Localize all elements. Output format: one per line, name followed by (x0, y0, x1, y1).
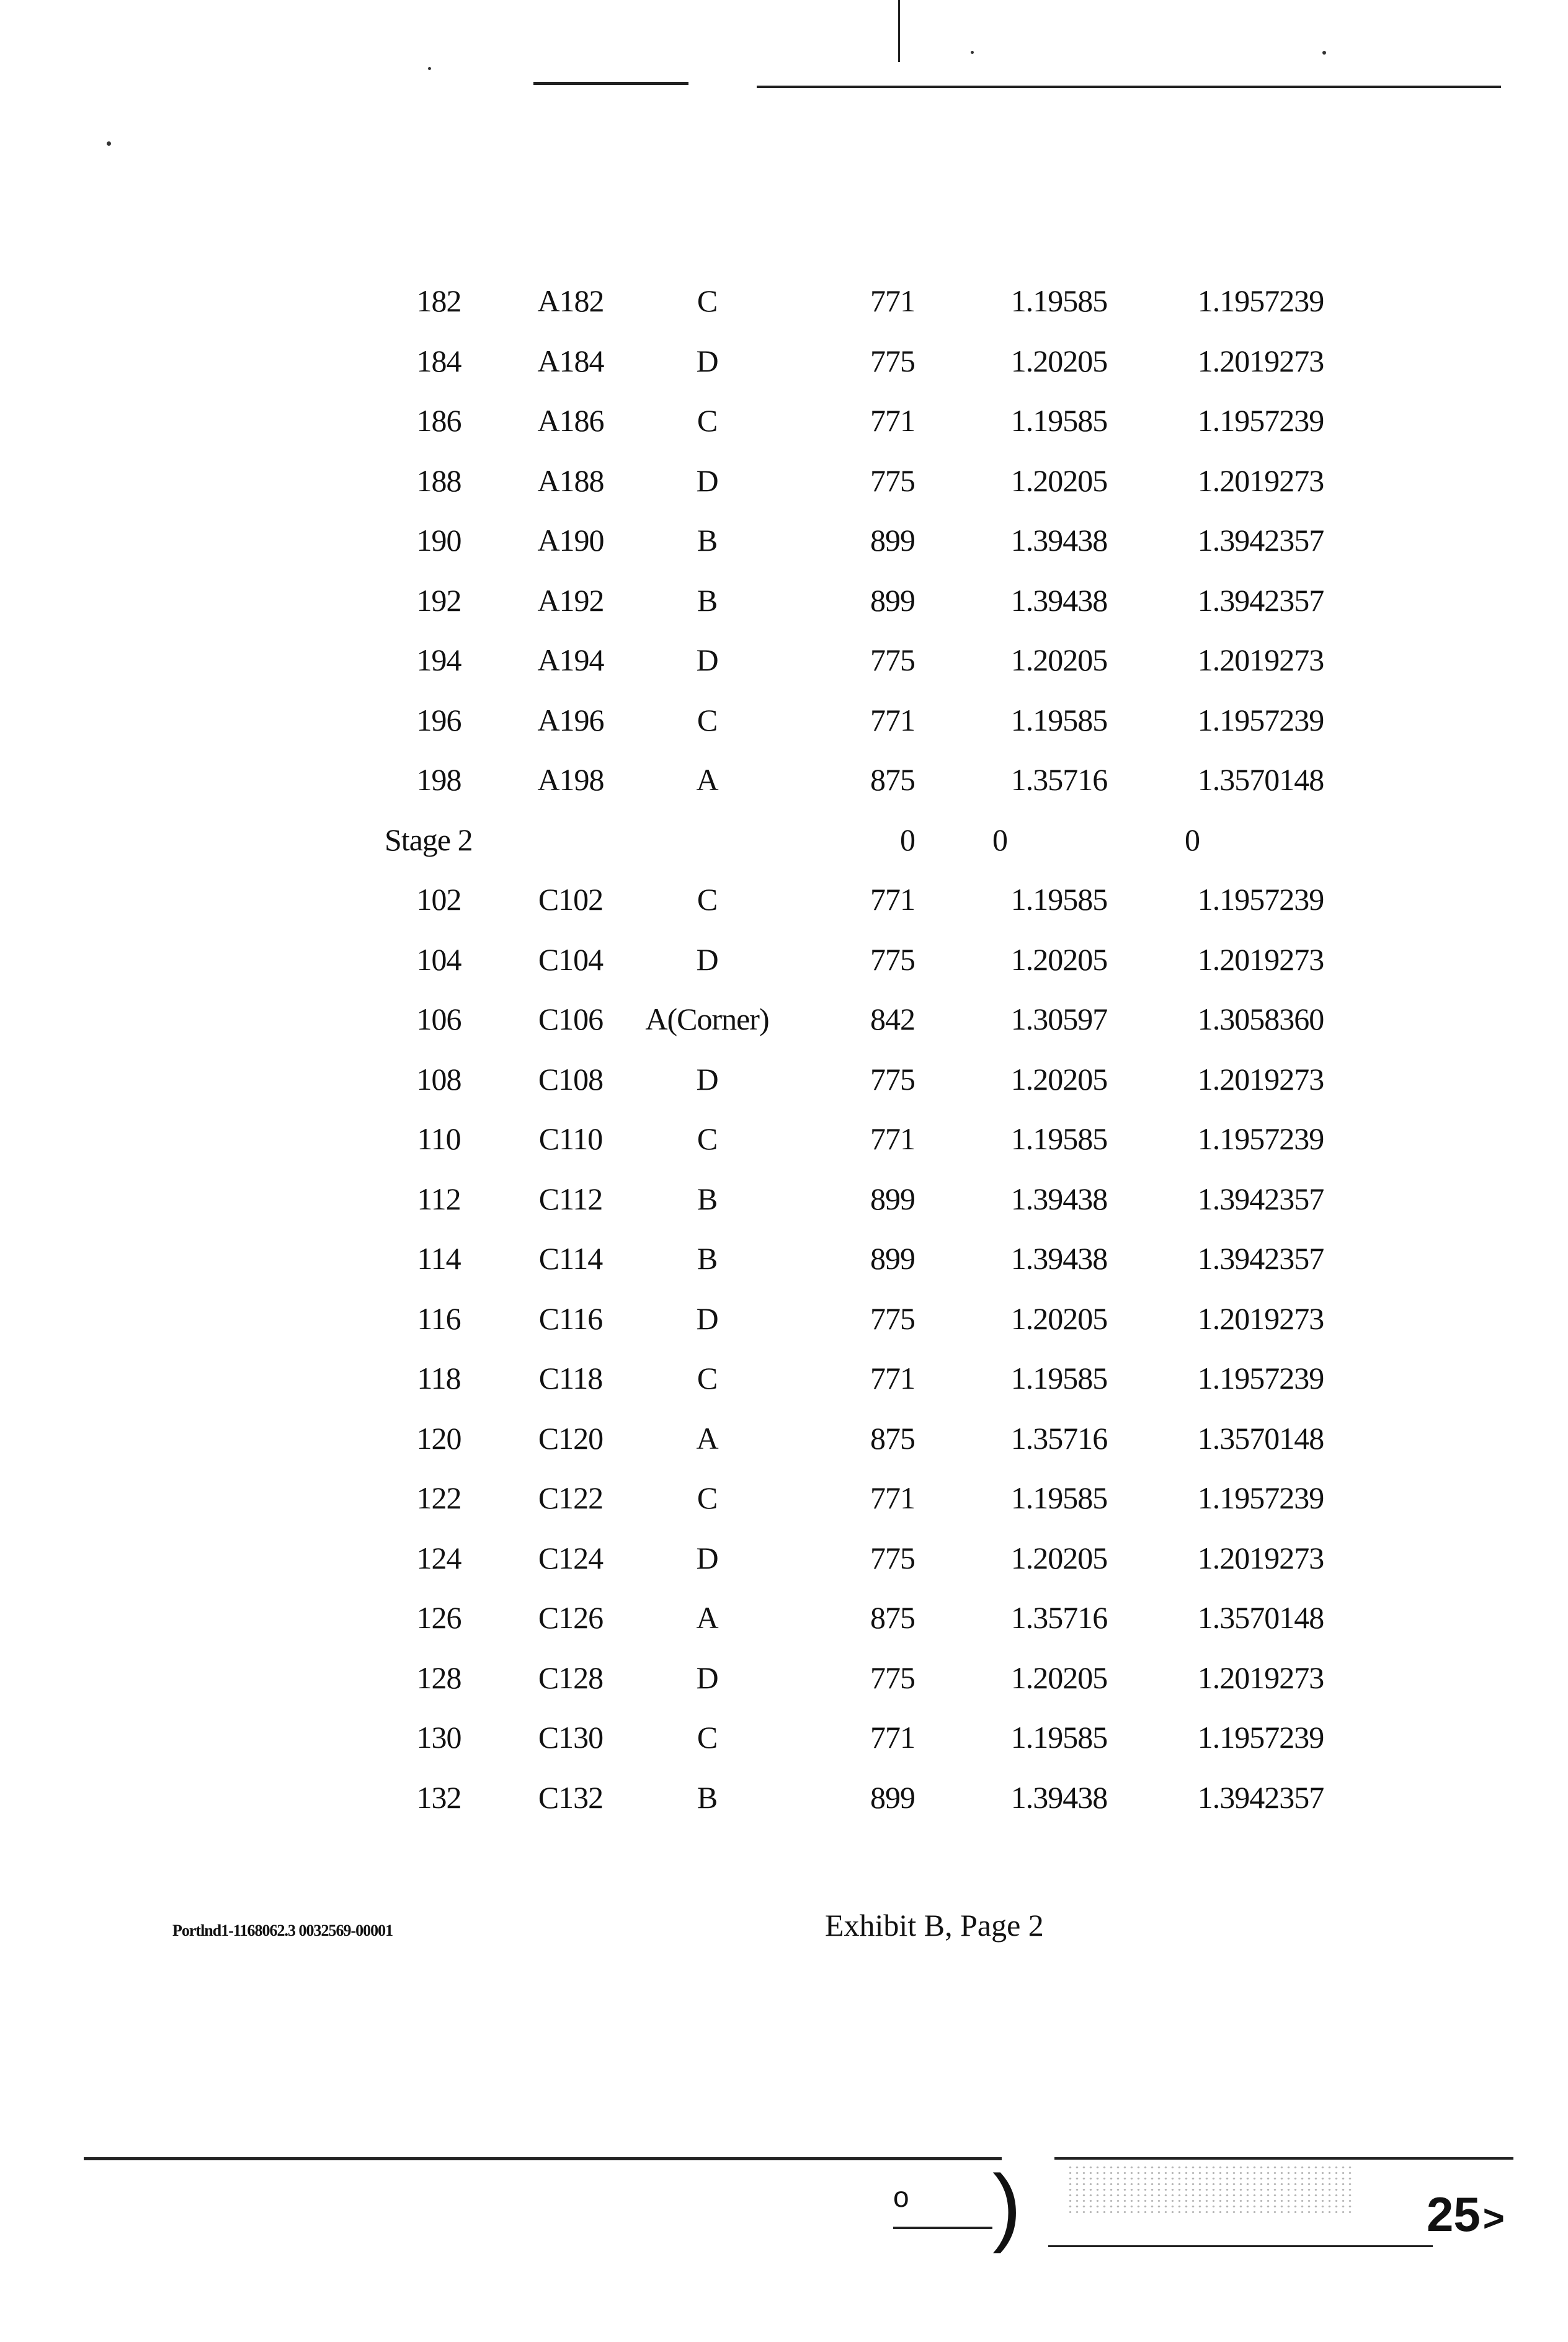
table-cell: 1.2019273 (1197, 343, 1324, 378)
table-cell: 0 (900, 822, 915, 857)
table-cell: C (697, 702, 718, 737)
top-scan-line (533, 82, 688, 85)
table-cell: 118 (417, 1361, 461, 1396)
table-cell: D (696, 1660, 718, 1695)
table-row (366, 1409, 1361, 1469)
table-cell: D (696, 942, 718, 977)
table-cell: 182 (416, 283, 461, 319)
table-cell: D (696, 343, 718, 378)
table-cell: 899 (870, 1181, 915, 1216)
table-row (366, 930, 1361, 990)
table-cell: 120 (416, 1420, 461, 1456)
bottom-scan-line-2 (1054, 2157, 1513, 2160)
table-cell: 1.30597 (1010, 1002, 1108, 1037)
table-cell: A190 (537, 523, 604, 558)
table-cell: 1.1957239 (1197, 403, 1324, 439)
table-cell: 775 (870, 643, 915, 678)
top-scan-line-2 (757, 86, 1501, 88)
table-cell: A(Corner) (645, 1002, 769, 1037)
table-cell: 842 (870, 1002, 915, 1037)
table-row (366, 1109, 1361, 1169)
table-cell: 104 (416, 942, 461, 977)
table-cell: 0 (1185, 822, 1200, 857)
table-cell: B (697, 523, 718, 558)
table-cell: 188 (416, 463, 461, 498)
table-cell: C (697, 882, 718, 917)
table-cell: 1.1957239 (1197, 283, 1324, 319)
table-cell: A (696, 1420, 718, 1456)
table-cell: 1.1957239 (1197, 1480, 1324, 1516)
table-cell: A192 (537, 582, 604, 618)
table-cell: D (696, 643, 718, 678)
table-cell: C106 (538, 1002, 604, 1037)
table-cell: 132 (416, 1779, 461, 1815)
table-cell: 875 (870, 1420, 915, 1456)
table-cell: C (697, 283, 718, 319)
table-cell: B (697, 582, 718, 618)
table-cell: 110 (417, 1121, 461, 1157)
table-cell: 1.1957239 (1197, 702, 1324, 737)
table-cell: 124 (416, 1540, 461, 1575)
table-cell: 128 (416, 1660, 461, 1695)
table-cell: 875 (870, 762, 915, 798)
table-cell: 771 (870, 702, 915, 737)
table-cell: 1.39438 (1010, 523, 1108, 558)
table-row (366, 271, 1361, 331)
top-scan-tick (898, 0, 900, 62)
scan-speck (971, 51, 974, 54)
table-cell: 1.3570148 (1197, 1420, 1324, 1456)
table-cell: 775 (870, 1061, 915, 1097)
table-cell: 899 (870, 1241, 915, 1276)
table-cell: 0 (992, 822, 1007, 857)
table-cell: D (696, 1540, 718, 1575)
table-cell: 184 (416, 343, 461, 378)
table-row (366, 451, 1361, 511)
data-table (366, 271, 1361, 1827)
table-cell: 1.2019273 (1197, 942, 1324, 977)
table-row (366, 1648, 1361, 1708)
table-cell: C126 (538, 1600, 604, 1636)
table-cell: 1.3942357 (1197, 1181, 1324, 1216)
table-cell: 1.1957239 (1197, 1361, 1324, 1396)
table-cell: C (697, 403, 718, 439)
table-cell: 875 (870, 1600, 915, 1636)
table-cell: 1.20205 (1010, 463, 1108, 498)
table-cell: 108 (416, 1061, 461, 1097)
table-row (366, 690, 1361, 750)
table-cell: C108 (538, 1061, 604, 1097)
table-cell: D (696, 1301, 718, 1336)
table-row (366, 331, 1361, 391)
table-cell: 1.20205 (1010, 1540, 1108, 1575)
table-cell: 1.3570148 (1197, 1600, 1324, 1636)
table-cell: 1.35716 (1010, 762, 1108, 798)
table-cell: 771 (870, 1361, 915, 1396)
table-cell (630, 810, 785, 870)
bracket-mark: ) (992, 2157, 1022, 2254)
table-cell: 1.1957239 (1197, 1720, 1324, 1755)
table-cell: 1.3570148 (1197, 762, 1324, 798)
table-cell: C124 (538, 1540, 604, 1575)
table-cell: A194 (537, 643, 604, 678)
table-cell: 1.2019273 (1197, 1660, 1324, 1695)
table-cell: 1.19585 (1010, 1720, 1108, 1755)
table-cell: 771 (870, 1480, 915, 1516)
stage-heading-row (366, 810, 1361, 870)
table-cell: 771 (870, 1121, 915, 1157)
table-cell: C122 (538, 1480, 604, 1516)
table-cell: C112 (538, 1181, 603, 1216)
table-cell: 1.3942357 (1197, 582, 1324, 618)
table-cell: 1.39438 (1010, 1181, 1108, 1216)
table-cell: A198 (537, 762, 604, 798)
table-cell: C110 (538, 1121, 603, 1157)
table-cell: 899 (870, 582, 915, 618)
table-cell: 130 (416, 1720, 461, 1755)
table-cell: B (697, 1779, 718, 1815)
table-cell: A188 (537, 463, 604, 498)
table-cell: C (697, 1361, 718, 1396)
table-cell: 126 (416, 1600, 461, 1636)
table-cell: 1.20205 (1010, 1660, 1108, 1695)
table-cell: A182 (537, 283, 604, 319)
table-row (366, 391, 1361, 451)
bottom-scan-line-3 (893, 2227, 992, 2229)
table-cell: 196 (416, 702, 461, 737)
table-cell: 1.2019273 (1197, 643, 1324, 678)
table-cell: 1.3942357 (1197, 1779, 1324, 1815)
table-cell: 771 (870, 403, 915, 439)
bottom-scan-line (84, 2157, 1002, 2160)
table-cell: 775 (870, 942, 915, 977)
table-cell: 899 (870, 1779, 915, 1815)
table-cell: 186 (416, 403, 461, 439)
table-cell: C118 (538, 1361, 603, 1396)
table-cell: 1.39438 (1010, 1779, 1108, 1815)
table-row (366, 870, 1361, 930)
table-cell: 192 (416, 582, 461, 618)
table-row (366, 989, 1361, 1049)
table-cell: 1.1957239 (1197, 1121, 1324, 1157)
footer-exhibit-label: Exhibit B, Page 2 (825, 1908, 1044, 1943)
table-cell: C130 (538, 1720, 604, 1755)
table-cell: 1.20205 (1010, 942, 1108, 977)
table-cell: C (697, 1121, 718, 1157)
circle-mark: o (893, 2181, 909, 2213)
table-row (366, 1169, 1361, 1229)
table-row (366, 1588, 1361, 1648)
table-cell: 1.19585 (1010, 702, 1108, 737)
table-cell: A186 (537, 403, 604, 439)
bottom-scan-line-4 (1048, 2245, 1433, 2247)
table-cell: 1.1957239 (1197, 882, 1324, 917)
page-number-value: 25 (1427, 2187, 1481, 2242)
table-cell: B (697, 1241, 718, 1276)
table-cell: 190 (416, 523, 461, 558)
table-cell: 775 (870, 1540, 915, 1575)
table-cell: 775 (870, 463, 915, 498)
table-row (366, 1348, 1361, 1409)
table-cell: A (696, 762, 718, 798)
table-cell: 1.19585 (1010, 1121, 1108, 1157)
table-cell: 899 (870, 523, 915, 558)
table-cell: 1.19585 (1010, 1361, 1108, 1396)
table-cell: 102 (416, 882, 461, 917)
table-row (366, 1468, 1361, 1528)
table-cell: 1.20205 (1010, 643, 1108, 678)
table-cell: C132 (538, 1779, 604, 1815)
scan-speck (1322, 51, 1326, 55)
table-cell: D (696, 1061, 718, 1097)
table-cell: 1.19585 (1010, 403, 1108, 439)
table-cell: 1.20205 (1010, 1061, 1108, 1097)
table-cell: C (697, 1720, 718, 1755)
table-cell: 1.3942357 (1197, 1241, 1324, 1276)
table-cell: C (697, 1480, 718, 1516)
table-row (366, 1708, 1361, 1768)
table-cell: 1.39438 (1010, 1241, 1108, 1276)
table-cell: 1.3058360 (1197, 1002, 1324, 1037)
table-row (366, 571, 1361, 631)
table-cell: 1.35716 (1010, 1600, 1108, 1636)
table-cell: A184 (537, 343, 604, 378)
table-cell: C102 (538, 882, 604, 917)
table-row (366, 630, 1361, 690)
table-cell: 194 (416, 643, 461, 678)
table-cell: A196 (537, 702, 604, 737)
scan-speck (428, 67, 431, 70)
table-cell: C120 (538, 1420, 604, 1456)
table-cell: 1.20205 (1010, 343, 1108, 378)
table-row (366, 1049, 1361, 1110)
table-cell: 1.39438 (1010, 582, 1108, 618)
table-cell: 771 (870, 882, 915, 917)
table-cell: 771 (870, 1720, 915, 1755)
table-cell: 112 (417, 1181, 461, 1216)
table-row (366, 750, 1361, 810)
table-cell: 1.20205 (1010, 1301, 1108, 1336)
data-table-body (366, 271, 1361, 1827)
footer-document-id: Portlnd1-1168062.3 0032569-00001 (172, 1921, 393, 1939)
table-cell: 198 (416, 762, 461, 798)
table-cell: 771 (870, 283, 915, 319)
table-row (366, 510, 1361, 571)
table-row (366, 1229, 1361, 1289)
table-row (366, 1768, 1361, 1828)
table-cell: 114 (417, 1241, 461, 1276)
table-cell: C116 (538, 1301, 603, 1336)
table-cell: 1.2019273 (1197, 1301, 1324, 1336)
table-cell: 775 (870, 1660, 915, 1695)
table-cell: Stage 2 (385, 822, 473, 857)
table-cell: 116 (417, 1301, 461, 1336)
scan-noise-patch (1067, 2165, 1352, 2214)
table-cell: 775 (870, 343, 915, 378)
table-cell: A (696, 1600, 718, 1636)
table-row (366, 1289, 1361, 1349)
table-cell: 1.2019273 (1197, 463, 1324, 498)
table-cell: C114 (538, 1241, 603, 1276)
table-cell (512, 810, 630, 870)
table-cell: D (696, 463, 718, 498)
page-number (1427, 2186, 1505, 2243)
table-cell: 1.19585 (1010, 283, 1108, 319)
table-cell: 1.19585 (1010, 882, 1108, 917)
table-cell: 1.19585 (1010, 1480, 1108, 1516)
table-cell: 1.3942357 (1197, 523, 1324, 558)
table-cell: B (697, 1181, 718, 1216)
table-cell: 106 (416, 1002, 461, 1037)
table-row (366, 1528, 1361, 1588)
table-cell: 1.2019273 (1197, 1061, 1324, 1097)
table-cell: C104 (538, 942, 604, 977)
table-cell: C128 (538, 1660, 604, 1695)
table-cell: 122 (416, 1480, 461, 1516)
table-cell: 1.35716 (1010, 1420, 1108, 1456)
table-cell: 1.2019273 (1197, 1540, 1324, 1575)
table-cell: 775 (870, 1301, 915, 1336)
page-number-mark: > (1482, 2197, 1505, 2239)
scan-speck (107, 141, 111, 146)
